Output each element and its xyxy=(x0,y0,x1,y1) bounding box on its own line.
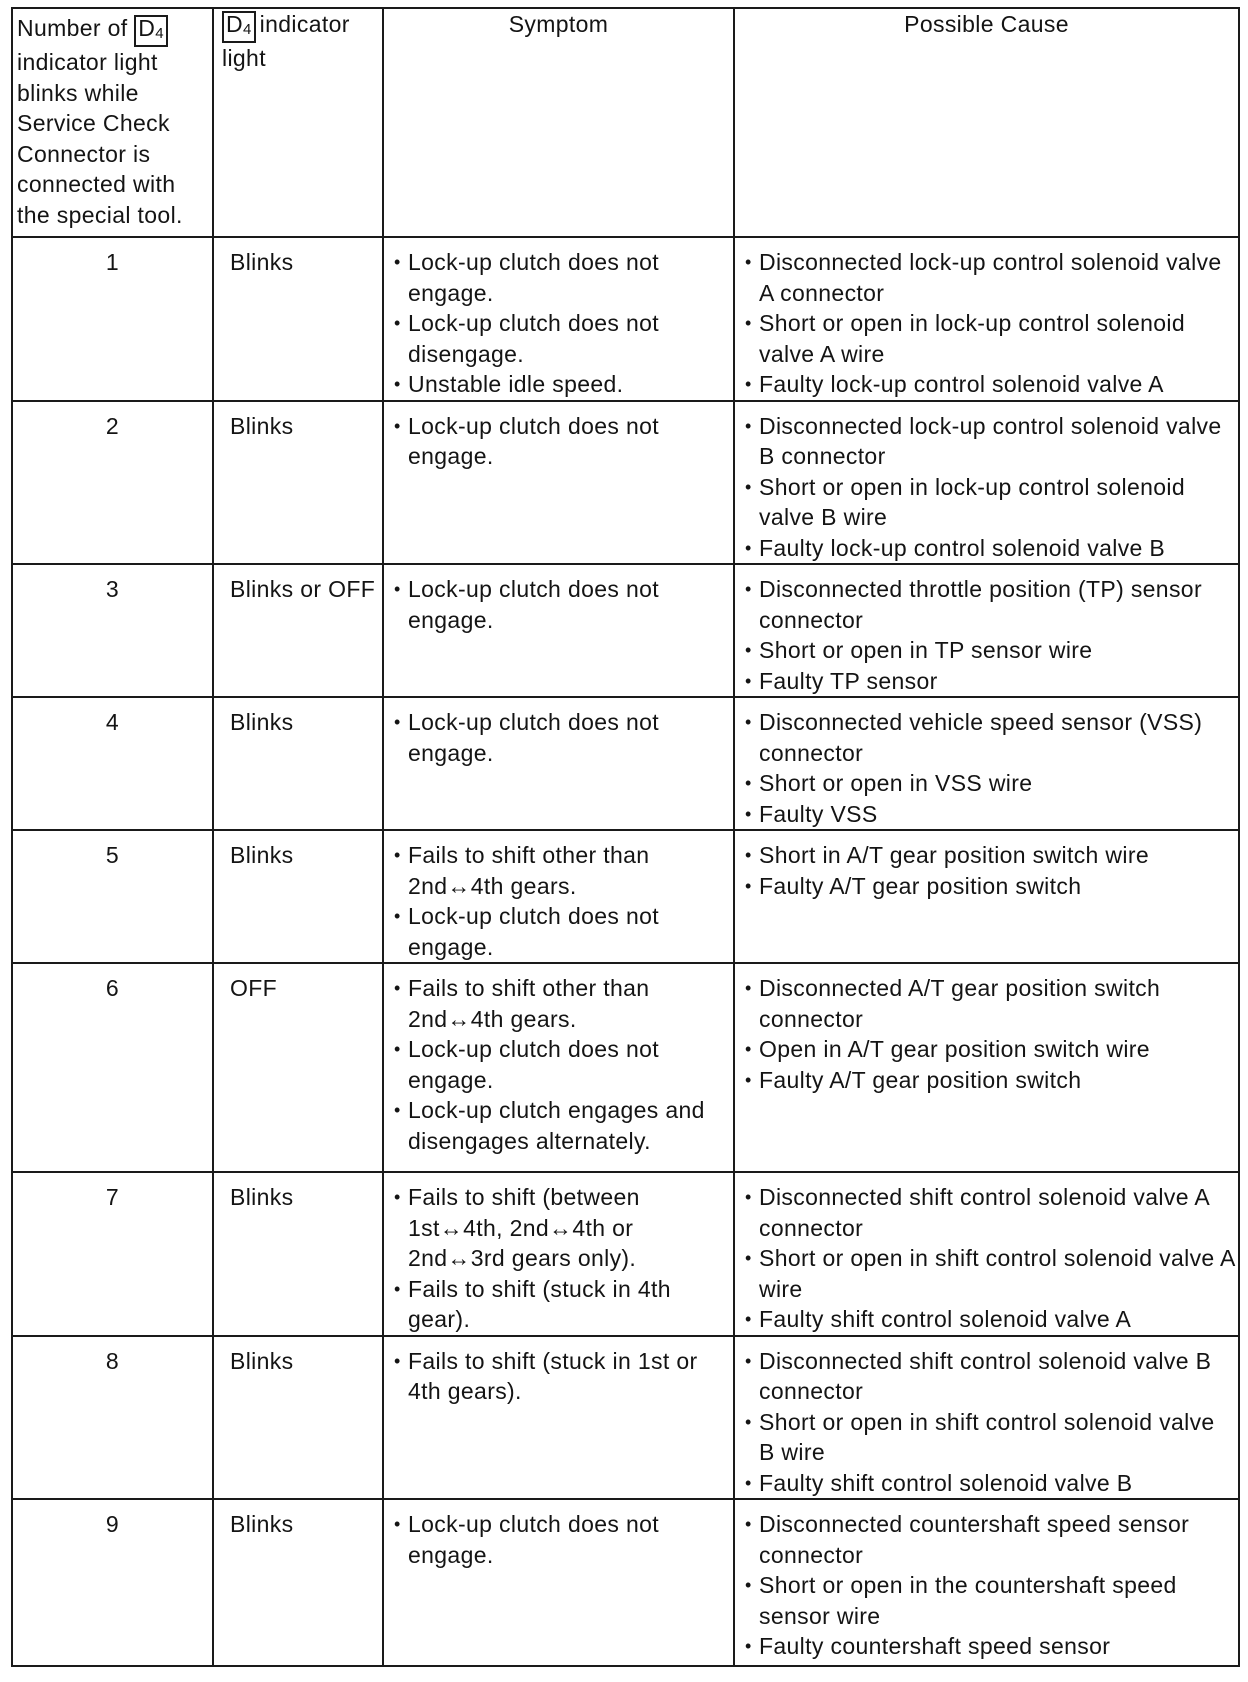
symptom-cell xyxy=(383,237,734,401)
table-row xyxy=(12,697,1239,830)
cause-item: • Short or open in TP sensor wire xyxy=(743,635,1236,666)
symptom-cell xyxy=(383,1172,734,1336)
symptom-item: • Lock-up clutch does not engage. xyxy=(392,1509,727,1570)
blink-count: 2 xyxy=(12,401,213,565)
cause-cell xyxy=(734,1499,1239,1666)
cause-cell xyxy=(734,697,1239,830)
symptom-item: • Unstable idle speed. xyxy=(392,369,727,400)
cause-item: • Faulty A/T gear position switch xyxy=(743,871,1236,902)
symptom-item: • Fails to shift other than 2nd↔4th gears. xyxy=(392,840,727,901)
diagnostic-table xyxy=(11,7,1240,1667)
table-row xyxy=(12,237,1239,401)
indicator-state: Blinks xyxy=(213,697,383,830)
cause-item: • Disconnected shift control solenoid valve B connector xyxy=(743,1346,1236,1407)
cause-item: • Faulty shift control solenoid valve A xyxy=(743,1304,1236,1335)
cause-item: • Faulty shift control solenoid valve B xyxy=(743,1468,1236,1499)
cause-item: • Short or open in VSS wire xyxy=(743,768,1236,799)
symptom-cell xyxy=(383,564,734,697)
cause-item: • Short or open in the countershaft speed sensor wire xyxy=(743,1570,1236,1631)
symptom-item: • Lock-up clutch does not disengage. xyxy=(392,308,727,369)
blink-count: 8 xyxy=(12,1336,213,1500)
cause-item: • Short or open in shift control solenoid valve A wire xyxy=(743,1243,1236,1304)
table-row xyxy=(12,564,1239,697)
cause-item: • Disconnected throttle position (TP) sensor connector xyxy=(743,574,1236,635)
header-indicator xyxy=(213,8,383,237)
table-row xyxy=(12,963,1239,1172)
symptom-item: • Fails to shift (stuck in 4th gear). xyxy=(392,1274,727,1335)
cause-cell xyxy=(734,401,1239,565)
cause-cell xyxy=(734,1172,1239,1336)
indicator-state: Blinks xyxy=(213,1336,383,1500)
symptom-item: • Lock-up clutch does not engage. xyxy=(392,574,727,635)
table-row xyxy=(12,1336,1239,1500)
header-symptom: Symptom xyxy=(383,8,734,237)
symptom-item: • Fails to shift (between 1st↔4th, 2nd↔4th or 2nd↔3rd gears only). xyxy=(392,1182,727,1274)
cause-item: • Short in A/T gear position switch wire xyxy=(743,840,1236,871)
symptom-cell xyxy=(383,963,734,1172)
blink-count: 1 xyxy=(12,237,213,401)
symptom-item: • Lock-up clutch engages and disengages alternately. xyxy=(392,1095,727,1156)
cause-item: • Faulty VSS xyxy=(743,799,1236,830)
header-row xyxy=(12,8,1239,237)
cause-item: • Faulty lock-up control solenoid valve A xyxy=(743,369,1236,400)
blink-count: 9 xyxy=(12,1499,213,1666)
cause-cell xyxy=(734,963,1239,1172)
symptom-item: • Fails to shift other than 2nd↔4th gears. xyxy=(392,973,727,1034)
table-row xyxy=(12,830,1239,963)
cause-item: • Disconnected A/T gear position switch connector xyxy=(743,973,1236,1034)
indicator-state: OFF xyxy=(213,963,383,1172)
cause-item: • Short or open in lock-up control solenoid valve A wire xyxy=(743,308,1236,369)
table-row xyxy=(12,401,1239,565)
cause-cell xyxy=(734,564,1239,697)
symptom-cell xyxy=(383,1336,734,1500)
cause-item: • Disconnected lock-up control solenoid valve B connector xyxy=(743,411,1236,472)
table-row xyxy=(12,1172,1239,1336)
symptom-item: • Lock-up clutch does not engage. xyxy=(392,901,727,962)
cause-item: • Short or open in shift control solenoid valve B wire xyxy=(743,1407,1236,1468)
symptom-cell xyxy=(383,697,734,830)
cause-item: • Open in A/T gear position switch wire xyxy=(743,1034,1236,1065)
indicator-state: Blinks xyxy=(213,401,383,565)
cause-item: • Disconnected vehicle speed sensor (VSS) connector xyxy=(743,707,1236,768)
blink-count: 5 xyxy=(12,830,213,963)
cause-cell xyxy=(734,1336,1239,1500)
table-row xyxy=(12,1499,1239,1666)
cause-cell xyxy=(734,237,1239,401)
symptom-cell xyxy=(383,401,734,565)
blink-count: 7 xyxy=(12,1172,213,1336)
header-count-rest: indicator light blinks while Service Check Connector is connected with the special tool. xyxy=(17,49,183,228)
symptom-item: • Fails to shift (stuck in 1st or 4th gears). xyxy=(392,1346,727,1407)
symptom-item: • Lock-up clutch does not engage. xyxy=(392,1034,727,1095)
blink-count: 3 xyxy=(12,564,213,697)
header-indicator-rest: indicator light xyxy=(222,11,350,71)
cause-item: • Disconnected countershaft speed sensor connector xyxy=(743,1509,1236,1570)
cause-cell xyxy=(734,830,1239,963)
cause-item: • Disconnected shift control solenoid valve A connector xyxy=(743,1182,1236,1243)
indicator-state: Blinks xyxy=(213,237,383,401)
d4-box-icon: $D_4$ xyxy=(222,11,256,43)
cause-item: • Faulty TP sensor xyxy=(743,666,1236,697)
header-cause: Possible Cause xyxy=(734,8,1239,237)
cause-item: • Disconnected lock-up control solenoid valve A connector xyxy=(743,247,1236,308)
symptom-cell xyxy=(383,830,734,963)
blink-count: 4 xyxy=(12,697,213,830)
cause-item: • Faulty countershaft speed sensor xyxy=(743,1631,1236,1662)
symptom-item: • Lock-up clutch does not engage. xyxy=(392,247,727,308)
indicator-state: Blinks xyxy=(213,830,383,963)
symptom-cell xyxy=(383,1499,734,1666)
indicator-state: Blinks or OFF xyxy=(213,564,383,697)
d4-box-icon: $D_4$ xyxy=(134,15,168,47)
indicator-state: Blinks xyxy=(213,1499,383,1666)
cause-item: • Faulty lock-up control solenoid valve B xyxy=(743,533,1236,564)
symptom-item: • Lock-up clutch does not engage. xyxy=(392,707,727,768)
blink-count: 6 xyxy=(12,963,213,1172)
cause-item: • Faulty A/T gear position switch xyxy=(743,1065,1236,1096)
cause-item: • Short or open in lock-up control solenoid valve B wire xyxy=(743,472,1236,533)
symptom-item: • Lock-up clutch does not engage. xyxy=(392,411,727,472)
header-blink-count xyxy=(12,8,213,237)
indicator-state: Blinks xyxy=(213,1172,383,1336)
header-count-prefix: Number of xyxy=(17,15,128,41)
